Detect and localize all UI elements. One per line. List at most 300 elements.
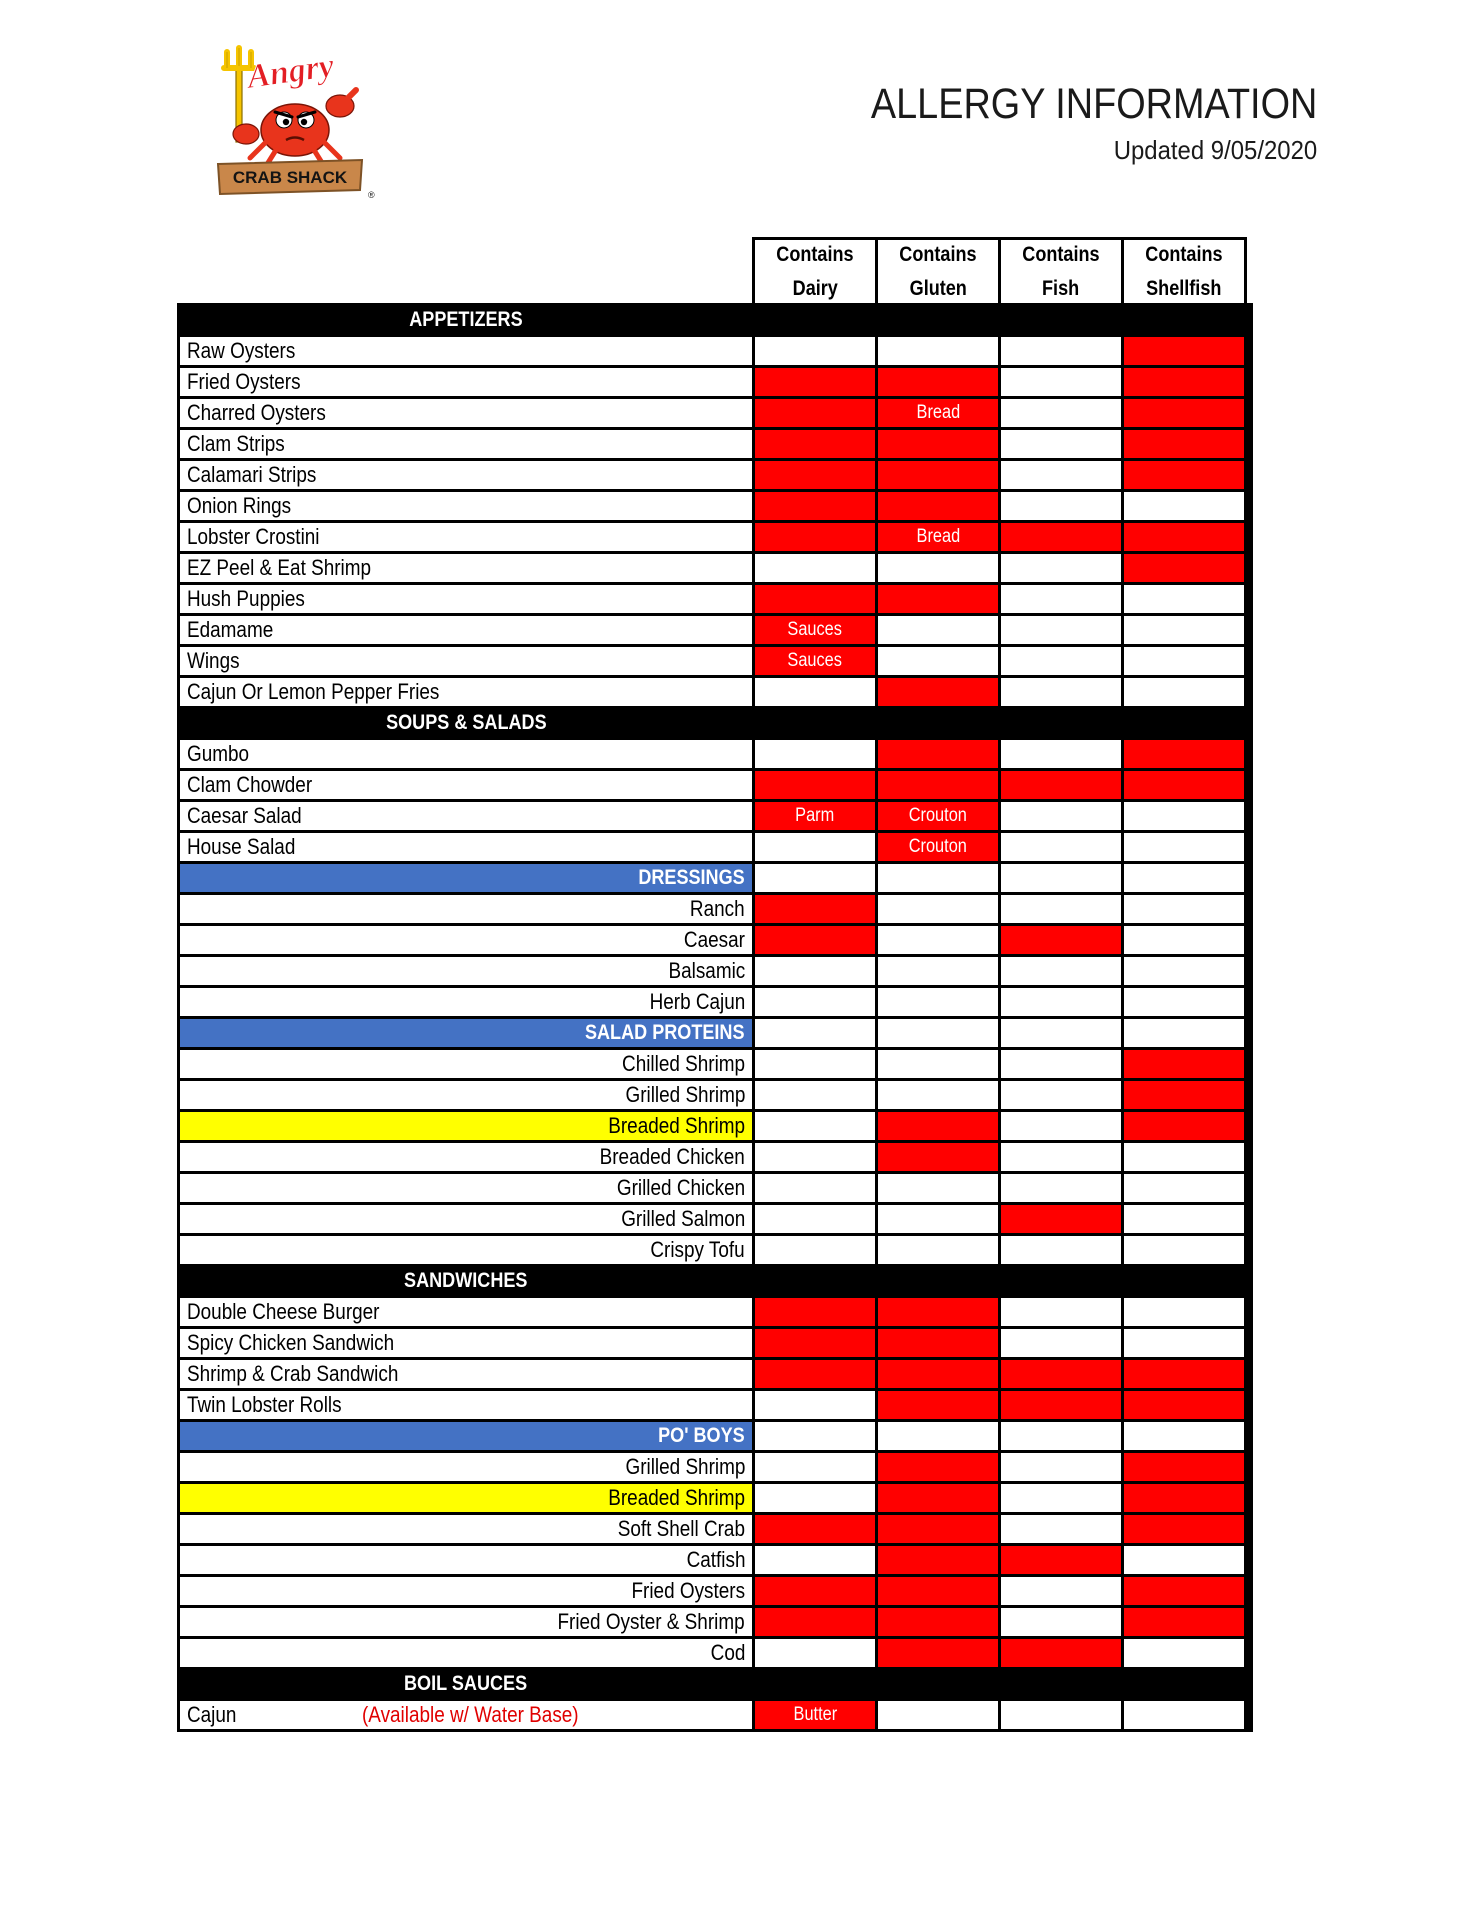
- item-cell-gumbo: [180, 740, 752, 768]
- allergen-cell-dairy: [755, 988, 875, 1016]
- allergen-cell-fish: [1001, 492, 1121, 520]
- allergen-cell-dairy: [755, 678, 875, 706]
- label-text: Breaded Shrimp: [608, 1113, 745, 1138]
- allergen-cell-fish: [1001, 1236, 1121, 1264]
- allergen-cell-dairy: [755, 585, 875, 613]
- updated-date: Updated 9/05/2020: [1113, 135, 1317, 165]
- allergen-cell-dairy: [755, 1143, 875, 1171]
- allergen-cell-shellfish: [1124, 926, 1244, 954]
- col-header-shellfish: Contains Shellfish: [1124, 240, 1244, 303]
- allergen-cell-shellfish: [1124, 740, 1244, 768]
- label-text: Lobster Crostini: [187, 524, 320, 549]
- allergen-cell-gluten: [878, 1143, 998, 1171]
- label-text: Ranch: [690, 896, 745, 921]
- allergen-cell-gluten: [878, 957, 998, 985]
- allergen-cell-gluten: [878, 337, 998, 365]
- allergy-table: [177, 237, 1253, 1732]
- allergen-cell-shellfish: [1124, 368, 1244, 396]
- allergen-cell-shellfish: [1124, 678, 1244, 706]
- label-text: Caesar: [684, 927, 745, 952]
- label-text: Gumbo: [187, 741, 250, 766]
- allergen-cell-gluten: [878, 1391, 998, 1419]
- label-text: Crouton: [908, 805, 968, 826]
- allergen-cell-shellfish: [1124, 1050, 1244, 1078]
- label-text: SALAD PROTEINS: [585, 1021, 745, 1044]
- item-cell-catfish: [180, 1546, 752, 1574]
- item-cell-grilled-chicken: [180, 1174, 752, 1202]
- allergen-cell-shellfish: [1124, 1701, 1244, 1729]
- section-bar-boil-sauces-shellfish: [1124, 1670, 1244, 1698]
- section-bar-po-boys: [180, 1422, 752, 1450]
- allergen-cell-dairy: [755, 430, 875, 458]
- section-bar-sandwiches-gluten: [878, 1267, 998, 1295]
- allergen-cell-shellfish: [1124, 430, 1244, 458]
- allergen-cell-shellfish: [1124, 1453, 1244, 1481]
- allergen-cell-gluten: [878, 1453, 998, 1481]
- allergen-cell-dairy: [755, 1701, 875, 1729]
- allergen-cell-gluten: [878, 1484, 998, 1512]
- title-block: [810, 80, 1317, 166]
- allergen-cell-dairy: [755, 1298, 875, 1326]
- allergen-cell-dairy: [755, 1050, 875, 1078]
- allergen-cell-fish: [1001, 957, 1121, 985]
- item-cell-cajun-or-lemon-pepper-fries: [180, 678, 752, 706]
- label-text: Soft Shell Crab: [617, 1516, 745, 1541]
- label-text: Sauces: [787, 650, 843, 671]
- allergen-cell-shellfish: [1124, 1360, 1244, 1388]
- allergen-cell-gluten: [878, 1360, 998, 1388]
- allergen-cell-dairy: [755, 1453, 875, 1481]
- allergen-cell-dairy: [755, 740, 875, 768]
- item-cell-balsamic: [180, 957, 752, 985]
- item-note: (Available w/ Water Base): [362, 1702, 580, 1727]
- item-cell-clam-strips: [180, 430, 752, 458]
- allergen-cell-fish: [1001, 802, 1121, 830]
- item-cell-spicy-chicken-sandwich: [180, 1329, 752, 1357]
- allergen-cell-dairy: [755, 771, 875, 799]
- item-cell-lobster-crostini: [180, 523, 752, 551]
- allergen-cell-shellfish: [1124, 1298, 1244, 1326]
- label-text: Onion Rings: [187, 493, 292, 518]
- allergen-cell-gluten: [878, 1701, 998, 1729]
- label-text: Fried Oysters: [187, 369, 301, 394]
- label-text: EZ Peel & Eat Shrimp: [187, 555, 372, 580]
- label-text: Breaded Shrimp: [608, 1485, 745, 1510]
- label-text: Chilled Shrimp: [621, 1051, 745, 1076]
- allergen-cell-gluten: [878, 430, 998, 458]
- allergen-cell-dairy: [755, 1577, 875, 1605]
- label-text: Fried Oyster & Shrimp: [557, 1609, 745, 1634]
- allergen-cell-fish: [1001, 1050, 1121, 1078]
- section-bar-boil-sauces-dairy: [755, 1670, 875, 1698]
- allergen-cell-shellfish: [1124, 1329, 1244, 1357]
- allergen-cell-dairy: [755, 1081, 875, 1109]
- section-bar-po-boys-gluten: [878, 1422, 998, 1450]
- allergen-cell-dairy: [755, 833, 875, 861]
- allergen-cell-fish: [1001, 647, 1121, 675]
- crab-logo-graphic: [200, 42, 380, 202]
- item-cell-grilled-shrimp: [180, 1453, 752, 1481]
- allergen-cell-fish: [1001, 337, 1121, 365]
- label-text: Shrimp & Crab Sandwich: [187, 1361, 399, 1386]
- allergen-cell-shellfish: [1124, 1081, 1244, 1109]
- allergen-cell-shellfish: [1124, 585, 1244, 613]
- section-bar-salad-proteins-fish: [1001, 1019, 1121, 1047]
- label-text: Double Cheese Burger: [187, 1299, 380, 1324]
- label-text: Calamari Strips: [187, 462, 317, 487]
- allergen-cell-gluten: [878, 647, 998, 675]
- label-text: Grilled Salmon: [620, 1206, 745, 1231]
- angry-crab-shack-logo: [200, 42, 380, 202]
- column-headers: [752, 237, 1247, 303]
- allergen-cell-fish: [1001, 1205, 1121, 1233]
- section-bar-appetizers-fish: [1001, 306, 1121, 334]
- allergen-cell-fish: [1001, 895, 1121, 923]
- allergen-cell-gluten: [878, 1546, 998, 1574]
- allergen-cell-shellfish: [1124, 399, 1244, 427]
- section-bar-sandwiches-shellfish: [1124, 1267, 1244, 1295]
- allergen-cell-fish: [1001, 833, 1121, 861]
- allergen-cell-shellfish: [1124, 1205, 1244, 1233]
- allergen-cell-shellfish: [1124, 523, 1244, 551]
- section-bar-appetizers-dairy: [755, 306, 875, 334]
- allergen-cell-shellfish: [1124, 1546, 1244, 1574]
- item-cell-twin-lobster-rolls: [180, 1391, 752, 1419]
- item-cell-onion-rings: [180, 492, 752, 520]
- allergen-cell-fish: [1001, 988, 1121, 1016]
- allergen-cell-gluten: [878, 399, 998, 427]
- section-bar-soups-salads-dairy: [755, 709, 875, 737]
- label-text: Charred Oysters: [187, 400, 326, 425]
- section-bar-boil-sauces-fish: [1001, 1670, 1121, 1698]
- allergen-cell-shellfish: [1124, 461, 1244, 489]
- label-text: Butter: [793, 1704, 837, 1725]
- allergen-cell-gluten: [878, 1329, 998, 1357]
- allergen-cell-shellfish: [1124, 1639, 1244, 1667]
- label-text: Balsamic: [668, 958, 745, 983]
- allergen-cell-gluten: [878, 1050, 998, 1078]
- label-text: SOUPS & SALADS: [385, 711, 547, 734]
- allergen-cell-dairy: [755, 616, 875, 644]
- allergen-cell-dairy: [755, 368, 875, 396]
- allergen-cell-dairy: [755, 802, 875, 830]
- item-cell-shrimp-crab-sandwich: [180, 1360, 752, 1388]
- item-cell-breaded-shrimp: [180, 1112, 752, 1140]
- allergy-table-body: [177, 303, 1253, 1732]
- allergen-cell-fish: [1001, 1391, 1121, 1419]
- item-cell-fried-oyster-shrimp: [180, 1608, 752, 1636]
- allergen-cell-dairy: [755, 1608, 875, 1636]
- allergen-cell-fish: [1001, 1577, 1121, 1605]
- section-bar-dressings-dairy: [755, 864, 875, 892]
- label-text: Spicy Chicken Sandwich: [187, 1330, 395, 1355]
- allergen-cell-dairy: [755, 1391, 875, 1419]
- section-bar-boil-sauces: [180, 1670, 752, 1698]
- allergen-cell-dairy: [755, 1546, 875, 1574]
- allergen-cell-gluten: [878, 771, 998, 799]
- allergen-cell-fish: [1001, 1546, 1121, 1574]
- allergen-cell-gluten: [878, 1608, 998, 1636]
- label-text: Bread: [916, 402, 960, 423]
- label-text: Clam Strips: [187, 431, 285, 456]
- allergen-cell-dairy: [755, 1205, 875, 1233]
- label-text: Grilled Shrimp: [625, 1082, 745, 1107]
- section-bar-dressings-shellfish: [1124, 864, 1244, 892]
- allergen-cell-dairy: [755, 554, 875, 582]
- allergen-cell-gluten: [878, 554, 998, 582]
- item-cell-caesar: [180, 926, 752, 954]
- section-bar-soups-salads: [180, 709, 752, 737]
- item-cell-grilled-shrimp: [180, 1081, 752, 1109]
- allergen-cell-dairy: [755, 1112, 875, 1140]
- logo-brand-bottom: CRAB SHACK: [232, 168, 348, 187]
- allergen-cell-dairy: [755, 1360, 875, 1388]
- allergen-cell-fish: [1001, 740, 1121, 768]
- section-bar-po-boys-shellfish: [1124, 1422, 1244, 1450]
- label-text: Fried Oysters: [631, 1578, 745, 1603]
- label-text: Catfish: [686, 1547, 745, 1572]
- item-cell-charred-oysters: [180, 399, 752, 427]
- label-text: Cajun: [187, 1702, 237, 1727]
- allergen-cell-shellfish: [1124, 616, 1244, 644]
- label-text: Herb Cajun: [649, 989, 745, 1014]
- col-header-dairy: Contains Dairy: [755, 240, 875, 303]
- allergen-cell-gluten: [878, 585, 998, 613]
- allergen-cell-gluten: [878, 1515, 998, 1543]
- item-cell-calamari-strips: [180, 461, 752, 489]
- allergen-cell-gluten: [878, 616, 998, 644]
- allergen-cell-gluten: [878, 988, 998, 1016]
- allergen-cell-dairy: [755, 492, 875, 520]
- label-text: House Salad: [187, 834, 296, 859]
- item-cell-hush-puppies: [180, 585, 752, 613]
- allergen-cell-fish: [1001, 1174, 1121, 1202]
- allergen-cell-fish: [1001, 1639, 1121, 1667]
- allergen-cell-fish: [1001, 399, 1121, 427]
- section-bar-dressings-gluten: [878, 864, 998, 892]
- item-cell-breaded-shrimp: [180, 1484, 752, 1512]
- allergen-cell-dairy: [755, 957, 875, 985]
- allergen-cell-dairy: [755, 399, 875, 427]
- allergen-cell-gluten: [878, 492, 998, 520]
- col-header-fish: Contains Fish: [1001, 240, 1121, 303]
- allergen-cell-fish: [1001, 1329, 1121, 1357]
- label-text: Cajun Or Lemon Pepper Fries: [187, 679, 440, 704]
- label-text: Cod: [710, 1640, 745, 1665]
- allergen-cell-gluten: [878, 1081, 998, 1109]
- section-bar-sandwiches-fish: [1001, 1267, 1121, 1295]
- allergen-cell-dairy: [755, 337, 875, 365]
- allergen-cell-gluten: [878, 833, 998, 861]
- allergen-cell-dairy: [755, 926, 875, 954]
- allergen-cell-shellfish: [1124, 1391, 1244, 1419]
- label-text: Parm: [795, 805, 835, 826]
- allergen-cell-dairy: [755, 647, 875, 675]
- allergen-cell-shellfish: [1124, 554, 1244, 582]
- allergen-cell-shellfish: [1124, 1112, 1244, 1140]
- label-text: Crispy Tofu: [650, 1237, 745, 1262]
- allergen-cell-gluten: [878, 1577, 998, 1605]
- allergen-cell-gluten: [878, 926, 998, 954]
- label-text: Wings: [187, 648, 240, 673]
- item-cell-soft-shell-crab: [180, 1515, 752, 1543]
- item-cell-edamame: [180, 616, 752, 644]
- allergen-cell-dairy: [755, 1236, 875, 1264]
- item-cell-ranch: [180, 895, 752, 923]
- item-cell-caesar-salad: [180, 802, 752, 830]
- section-bar-appetizers: [180, 306, 752, 334]
- label-text: Breaded Chicken: [599, 1144, 745, 1169]
- allergen-cell-fish: [1001, 1515, 1121, 1543]
- label-text: Raw Oysters: [187, 338, 296, 363]
- section-bar-sandwiches: [180, 1267, 752, 1295]
- item-cell-breaded-chicken: [180, 1143, 752, 1171]
- allergen-cell-shellfish: [1124, 802, 1244, 830]
- section-bar-dressings-fish: [1001, 864, 1121, 892]
- allergen-cell-gluten: [878, 523, 998, 551]
- allergen-cell-fish: [1001, 678, 1121, 706]
- allergen-cell-gluten: [878, 1205, 998, 1233]
- item-cell-crispy-tofu: [180, 1236, 752, 1264]
- allergen-cell-fish: [1001, 1701, 1121, 1729]
- allergen-cell-gluten: [878, 1639, 998, 1667]
- allergen-cell-shellfish: [1124, 1608, 1244, 1636]
- item-cell-herb-cajun: [180, 988, 752, 1016]
- allergen-cell-dairy: [755, 1484, 875, 1512]
- section-bar-salad-proteins-dairy: [755, 1019, 875, 1047]
- section-bar-salad-proteins-gluten: [878, 1019, 998, 1047]
- item-cell-raw-oysters: [180, 337, 752, 365]
- allergen-cell-fish: [1001, 368, 1121, 396]
- label-text: Bread: [916, 526, 960, 547]
- section-bar-dressings: [180, 864, 752, 892]
- item-cell-ez-peel-eat-shrimp: [180, 554, 752, 582]
- item-cell-house-salad: [180, 833, 752, 861]
- item-cell-wings: [180, 647, 752, 675]
- allergen-cell-shellfish: [1124, 771, 1244, 799]
- allergen-cell-gluten: [878, 740, 998, 768]
- logo-reg-mark: ®: [368, 190, 375, 200]
- label-text: Caesar Salad: [187, 803, 302, 828]
- page-title: ALLERGY INFORMATION: [870, 80, 1317, 128]
- allergen-cell-gluten: [878, 368, 998, 396]
- allergen-cell-shellfish: [1124, 1484, 1244, 1512]
- label-text: Grilled Shrimp: [625, 1454, 745, 1479]
- allergen-cell-dairy: [755, 461, 875, 489]
- allergen-cell-fish: [1001, 771, 1121, 799]
- item-cell-cod: [180, 1639, 752, 1667]
- section-bar-soups-salads-fish: [1001, 709, 1121, 737]
- logo-sign: [218, 160, 375, 200]
- item-cell-fried-oysters: [180, 368, 752, 396]
- allergen-cell-fish: [1001, 523, 1121, 551]
- allergen-cell-gluten: [878, 895, 998, 923]
- allergen-cell-dairy: [755, 895, 875, 923]
- allergen-cell-fish: [1001, 461, 1121, 489]
- allergen-cell-shellfish: [1124, 1143, 1244, 1171]
- allergen-cell-gluten: [878, 1298, 998, 1326]
- col-header-gluten: Contains Gluten: [878, 240, 998, 303]
- label-text: Hush Puppies: [187, 586, 305, 611]
- item-cell-clam-chowder: [180, 771, 752, 799]
- label-text: Edamame: [187, 617, 274, 642]
- allergen-cell-dairy: [755, 523, 875, 551]
- allergen-cell-fish: [1001, 585, 1121, 613]
- allergen-cell-fish: [1001, 616, 1121, 644]
- section-bar-salad-proteins-shellfish: [1124, 1019, 1244, 1047]
- label-text: Clam Chowder: [187, 772, 313, 797]
- allergen-cell-dairy: [755, 1515, 875, 1543]
- allergen-cell-fish: [1001, 1608, 1121, 1636]
- allergen-cell-fish: [1001, 1081, 1121, 1109]
- allergen-cell-fish: [1001, 1112, 1121, 1140]
- allergen-cell-fish: [1001, 926, 1121, 954]
- label-text: Twin Lobster Rolls: [187, 1392, 342, 1417]
- label-text: Crouton: [908, 836, 968, 857]
- allergen-cell-fish: [1001, 1360, 1121, 1388]
- allergen-cell-shellfish: [1124, 492, 1244, 520]
- item-cell-chilled-shrimp: [180, 1050, 752, 1078]
- label-text: PO' BOYS: [658, 1424, 745, 1447]
- allergen-cell-shellfish: [1124, 337, 1244, 365]
- allergen-cell-gluten: [878, 678, 998, 706]
- label-text: BOIL SAUCES: [404, 1672, 528, 1695]
- section-bar-salad-proteins: [180, 1019, 752, 1047]
- allergen-cell-shellfish: [1124, 1577, 1244, 1605]
- allergen-cell-fish: [1001, 1453, 1121, 1481]
- allergen-cell-gluten: [878, 802, 998, 830]
- item-cell-cajun: [180, 1701, 752, 1729]
- allergen-cell-gluten: [878, 1174, 998, 1202]
- allergen-cell-dairy: [755, 1329, 875, 1357]
- allergen-cell-shellfish: [1124, 957, 1244, 985]
- allergen-cell-fish: [1001, 1484, 1121, 1512]
- allergen-cell-dairy: [755, 1174, 875, 1202]
- allergen-cell-shellfish: [1124, 895, 1244, 923]
- allergen-cell-gluten: [878, 1236, 998, 1264]
- section-bar-soups-salads-shellfish: [1124, 709, 1244, 737]
- allergen-cell-fish: [1001, 1143, 1121, 1171]
- allergen-cell-shellfish: [1124, 1515, 1244, 1543]
- allergen-cell-fish: [1001, 1298, 1121, 1326]
- section-bar-sandwiches-dairy: [755, 1267, 875, 1295]
- allergen-cell-fish: [1001, 430, 1121, 458]
- label-text: Sauces: [787, 619, 843, 640]
- item-cell-grilled-salmon: [180, 1205, 752, 1233]
- label-text: Grilled Chicken: [616, 1175, 745, 1200]
- label-text: APPETIZERS: [409, 308, 523, 331]
- label-text: SANDWICHES: [404, 1269, 528, 1292]
- allergen-cell-fish: [1001, 554, 1121, 582]
- section-bar-appetizers-gluten: [878, 306, 998, 334]
- logo-brand-top: Angry: [244, 47, 337, 96]
- section-bar-po-boys-fish: [1001, 1422, 1121, 1450]
- label-text: DRESSINGS: [638, 866, 745, 889]
- section-bar-appetizers-shellfish: [1124, 306, 1244, 334]
- allergen-cell-shellfish: [1124, 1174, 1244, 1202]
- allergen-cell-shellfish: [1124, 1236, 1244, 1264]
- section-bar-po-boys-dairy: [755, 1422, 875, 1450]
- allergen-cell-shellfish: [1124, 647, 1244, 675]
- section-bar-boil-sauces-gluten: [878, 1670, 998, 1698]
- allergen-cell-shellfish: [1124, 988, 1244, 1016]
- allergen-cell-gluten: [878, 1112, 998, 1140]
- item-cell-double-cheese-burger: [180, 1298, 752, 1326]
- allergen-cell-gluten: [878, 461, 998, 489]
- allergen-cell-shellfish: [1124, 833, 1244, 861]
- item-cell-fried-oysters: [180, 1577, 752, 1605]
- section-bar-soups-salads-gluten: [878, 709, 998, 737]
